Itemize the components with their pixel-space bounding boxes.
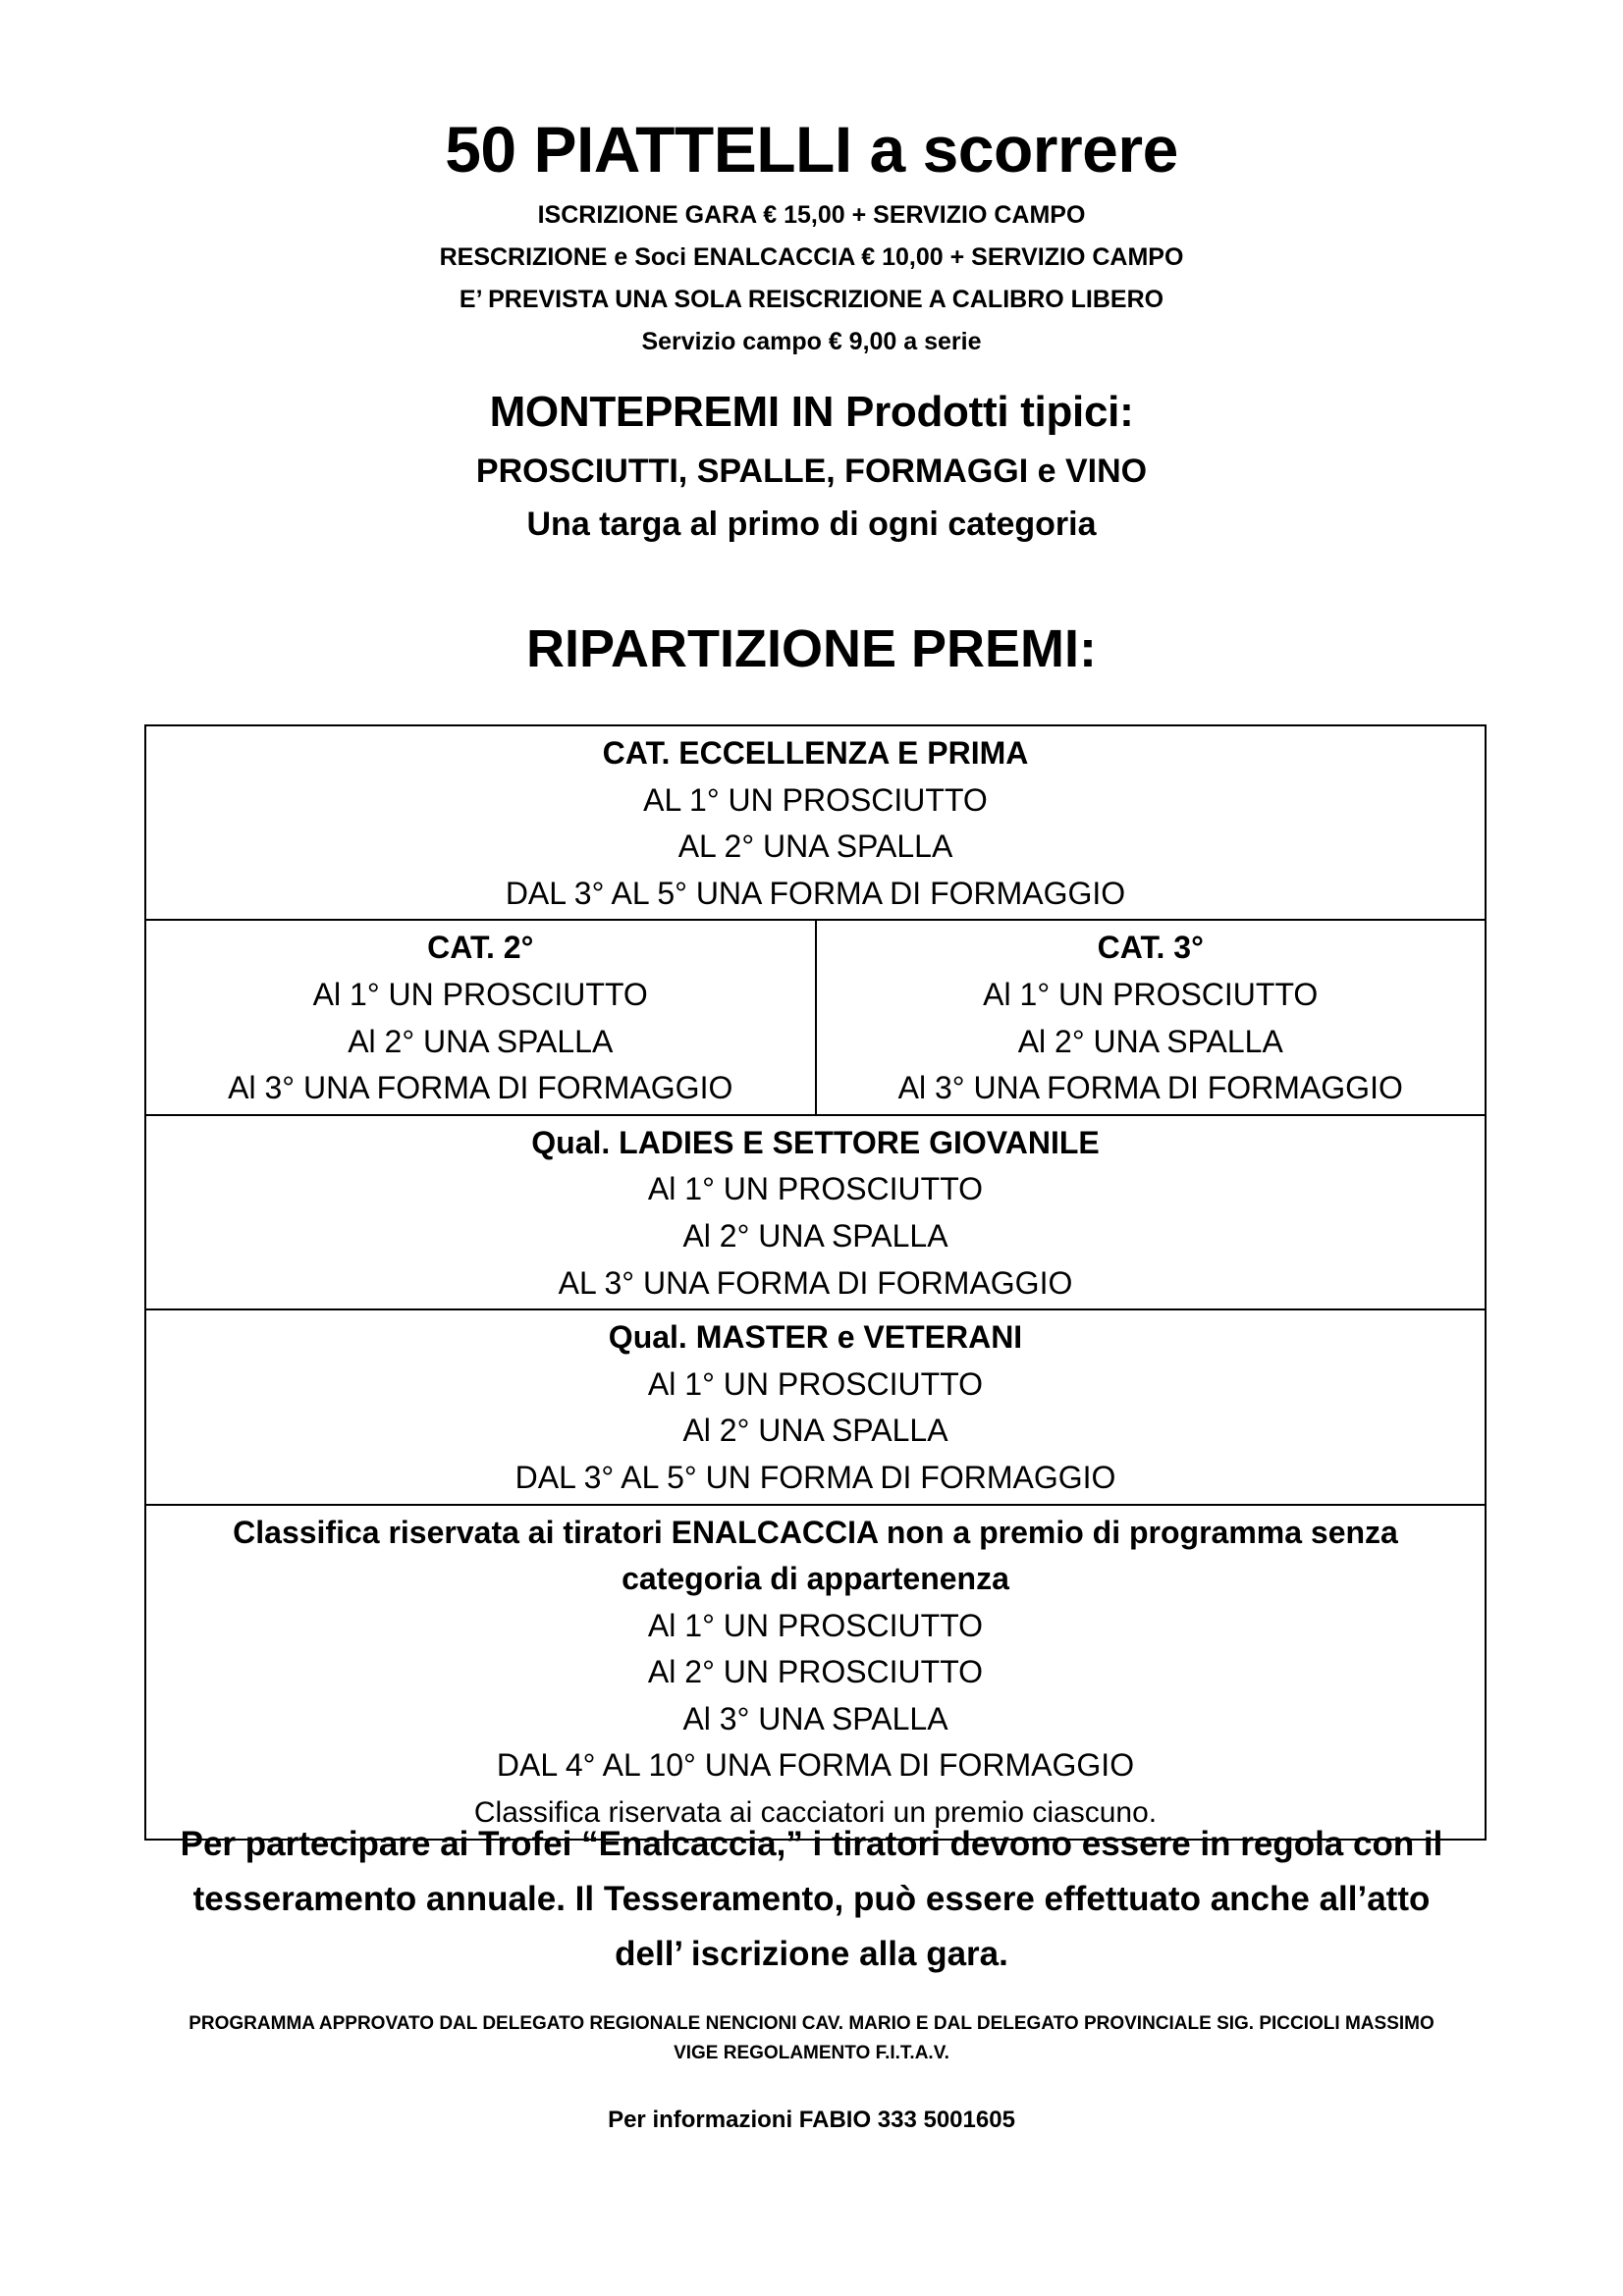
approval-line: PROGRAMMA APPROVATO DAL DELEGATO REGIONALE NENCIONI CAV. MARIO E DAL DELEGATO PROVINCIALE SIG. PICCIOLI MASSIMO	[189, 2013, 1434, 2034]
prize-line: Al 3° UNA FORMA DI FORMAGGIO	[228, 1070, 733, 1106]
page-title: 50 PIATTELLI a scorrere	[445, 113, 1178, 186]
table-row	[145, 1115, 1486, 1309]
membership-notice	[108, 1817, 1515, 1982]
prize-line: DAL 3° AL 5° UN FORMA DI FORMAGGIO	[514, 1459, 1116, 1495]
category-title: CAT. 3°	[1097, 930, 1204, 966]
prize-line: DAL 3° AL 5° UNA FORMA DI FORMAGGIO	[505, 875, 1126, 911]
prize-line: Al 2° UN PROSCIUTTO	[647, 1654, 984, 1690]
registration-fee: ISCRIZIONE GARA € 15,00 + SERVIZIO CAMPO	[537, 201, 1086, 229]
re-registration-rule: E’ PREVISTA UNA SOLA REISCRIZIONE A CALIBRO LIBERO	[459, 286, 1164, 313]
prize-line: Al 2° UNA SPALLA	[682, 1217, 948, 1254]
program-approval	[79, 2009, 1544, 2068]
notice-line: dell’ iscrizione alla gara.	[615, 1935, 1008, 1973]
distribution-title: RIPARTIZIONE PREMI:	[525, 619, 1097, 678]
prize-distribution-table	[144, 724, 1487, 1841]
category-title: Classifica riservata ai tiratori ENALCACCIA non a premio di programma senza	[233, 1514, 1398, 1550]
prize-line: AL 1° UN PROSCIUTTO	[643, 781, 988, 818]
category-title: CAT. ECCELLENZA E PRIMA	[602, 735, 1029, 771]
prize-pool-details	[0, 445, 1623, 551]
prize-line: Al 1° UN PROSCIUTTO	[983, 976, 1319, 1012]
cat2-cell	[145, 920, 816, 1114]
master-category-cell	[145, 1309, 1486, 1504]
prize-line: DAL 4° AL 10° UNA FORMA DI FORMAGGIO	[496, 1747, 1135, 1784]
table-row	[145, 725, 1486, 920]
regulation-line: VIGE REGOLAMENTO F.I.T.A.V.	[674, 2043, 949, 2063]
prize-products: PROSCIUTTI, SPALLE, FORMAGGI e VINO	[475, 453, 1148, 490]
re-registration-fee: RESCRIZIONE e Soci ENALCACCIA € 10,00 + SERVIZIO CAMPO	[439, 243, 1184, 271]
category-title: Qual. LADIES E SETTORE GIOVANILE	[531, 1124, 1100, 1160]
cat3-cell	[816, 920, 1487, 1114]
prize-line: Al 1° UN PROSCIUTTO	[647, 1365, 984, 1402]
prize-line: Al 1° UN PROSCIUTTO	[312, 976, 648, 1012]
hunters-note: Classifica riservata ai cacciatori un premio ciascuno.	[473, 1796, 1158, 1830]
registration-info	[0, 194, 1623, 363]
prize-line: Al 1° UN PROSCIUTTO	[647, 1171, 984, 1207]
prize-pool-heading: MONTEPREMI IN Prodotti tipici:	[489, 388, 1134, 436]
notice-line: tesseramento annuale. Il Tesseramento, può essere effettuato anche all’atto	[192, 1880, 1431, 1918]
table-row	[145, 1505, 1486, 1840]
excellence-category-cell	[145, 725, 1486, 920]
category-title: Qual. MASTER e VETERANI	[608, 1319, 1023, 1356]
prize-line: Al 2° UNA SPALLA	[682, 1413, 948, 1449]
prize-line: Al 2° UNA SPALLA	[1017, 1023, 1283, 1059]
table-row	[145, 920, 1486, 1114]
category-title: CAT. 2°	[427, 930, 534, 966]
ladies-category-cell	[145, 1115, 1486, 1309]
prize-plaque: Una targa al primo di ogni categoria	[526, 506, 1097, 543]
prize-line: AL 3° UNA FORMA DI FORMAGGIO	[558, 1264, 1073, 1301]
field-service-fee: Servizio campo € 9,00 a serie	[641, 328, 982, 355]
prize-line: AL 2° UNA SPALLA	[677, 828, 953, 865]
prize-line: Al 3° UNA FORMA DI FORMAGGIO	[897, 1070, 1403, 1106]
prize-line: Al 3° UNA SPALLA	[682, 1700, 948, 1736]
prize-line: Al 2° UNA SPALLA	[348, 1023, 614, 1059]
table-row	[145, 1309, 1486, 1504]
contact-info: Per informazioni FABIO 333 5001605	[608, 2107, 1015, 2133]
notice-line: Per partecipare ai Trofei “Enalcaccia,” i tiratori devono essere in regola con il	[180, 1825, 1443, 1863]
prize-line: Al 1° UN PROSCIUTTO	[647, 1607, 984, 1643]
category-title: categoria di appartenenza	[622, 1561, 1009, 1597]
enalcaccia-ranking-cell	[145, 1505, 1486, 1840]
